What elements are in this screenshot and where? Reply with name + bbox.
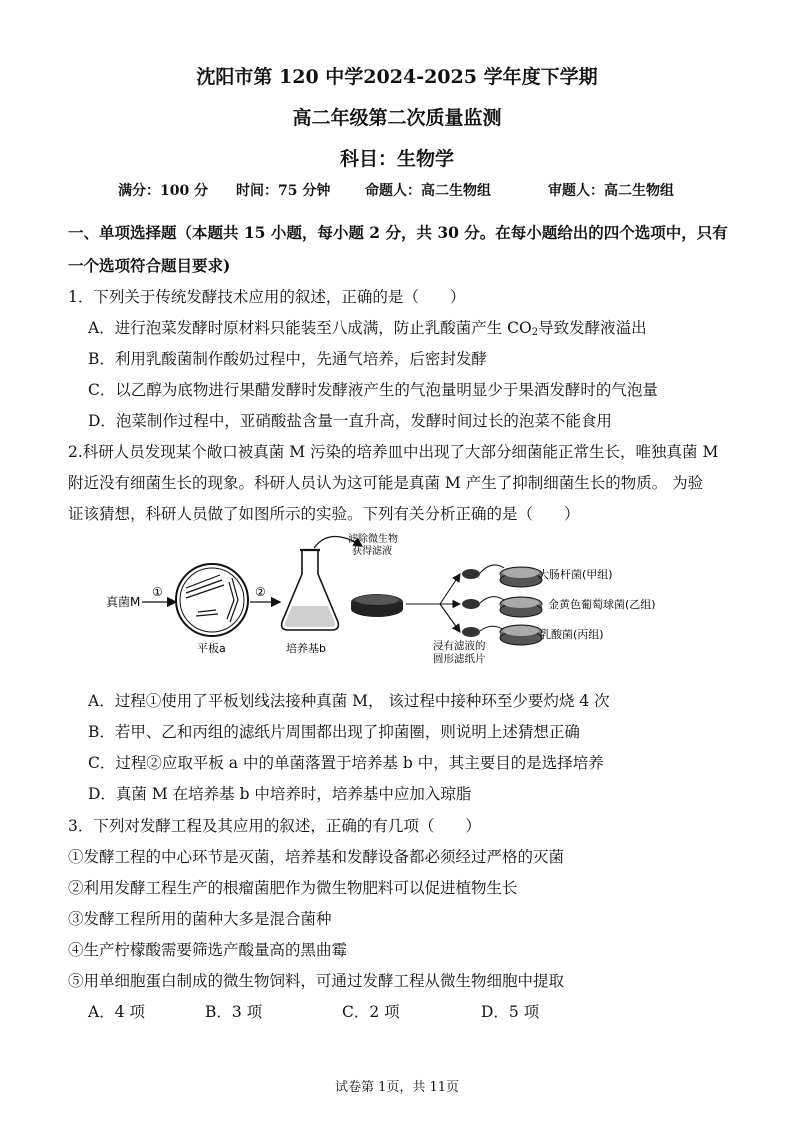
q3-statement-3: ③发酵工程所用的菌种大多是混合菌种	[68, 910, 332, 928]
exam-subtitle: 高二年级第二次质量监测	[292, 107, 502, 129]
q2-stem-line1: 2.科研人员发现某个敞口被真菌 M 污染的培养皿中出现了大部分细菌能正常生长，唯独真菌 M	[68, 443, 719, 461]
plate-a-label: 平板a	[197, 642, 226, 655]
medium-b-label: 培养基b	[286, 642, 326, 655]
dish-group-bing	[500, 625, 542, 645]
group-jia-label: 大肠杆菌(甲组)	[538, 568, 613, 581]
q2-option-a: A．过程①使用了平板划线法接种真菌 M， 该过程中接种环至少要灼烧 4 次	[88, 692, 610, 710]
reviewer: 审题人：高二生物组	[548, 183, 674, 199]
filter-paper-disc-1	[462, 569, 480, 579]
q2-option-c: C．过程②应取平板 a 中的单菌落置于培养基 b 中，其主要目的是选择培养	[88, 754, 604, 772]
question-setter: 命题人：高二生物组	[365, 183, 491, 199]
filter-label-line2: 获得滤液	[352, 546, 392, 557]
q2-option-b: B．若甲、乙和丙组的滤纸片周围都出现了抑菌圈，则说明上述猜想正确	[88, 723, 580, 741]
group-yi-label: 金黄色葡萄球菌(乙组)	[548, 598, 656, 611]
step1-marker: ①	[152, 585, 163, 599]
filtrate-dish	[351, 594, 403, 617]
branch-arrow-3	[440, 604, 460, 632]
q3-option-b: B．3 项	[205, 1003, 263, 1021]
section-heading-cont: 一个选项符合题目要求)	[68, 256, 231, 275]
dish-group-yi	[500, 597, 542, 617]
q3-option-d: D．5 项	[481, 1003, 540, 1021]
q2-stem-line2: 附近没有细菌生长的现象。科研人员认为这可能是真菌 M 产生了抑制细菌生长的物质。 为验	[68, 474, 704, 492]
q3-statement-4: ④生产柠檬酸需要筛选产酸量高的黑曲霉	[68, 941, 348, 959]
dish-group-jia	[500, 567, 542, 587]
fungus-m-label: 真菌M	[106, 595, 141, 609]
page-footer: 试卷第 1页，共 11页	[334, 1080, 460, 1095]
filter-label-line1: 滤除微生物	[348, 534, 398, 545]
full-score: 满分：100 分	[118, 183, 209, 199]
filter-paper-disc-2	[462, 599, 480, 609]
q3-option-c: C．2 项	[342, 1003, 400, 1021]
flask-b	[282, 550, 339, 630]
branch-arrow-1	[440, 574, 460, 604]
subject-title: 科目：生物学	[339, 148, 454, 170]
filter-paper-disc-3	[462, 627, 480, 637]
experiment-figure	[100, 530, 690, 672]
q1-stem: 1．下列关于传统发酵技术应用的叙述，正确的是（ ）	[68, 288, 466, 306]
q1-option-b: B．利用乳酸菌制作酸奶过程中，先通气培养，后密封发酵	[88, 350, 487, 368]
q3-statement-1: ①发酵工程的中心环节是灭菌，培养基和发酵设备都必须经过严格的灭菌	[68, 848, 565, 866]
filter-paper-label-line1: 浸有滤液的	[433, 640, 486, 652]
exam-title: 沈阳市第 120 中学2024-2025 学年度下学期	[196, 66, 598, 88]
exam-time: 时间：75 分钟	[236, 183, 331, 199]
plate-a	[176, 564, 248, 636]
q3-stem: 3．下列对发酵工程及其应用的叙述，正确的有几项（ ）	[68, 817, 481, 835]
q2-option-d: D．真菌 M 在培养基 b 中培养时，培养基中应加入琼脂	[88, 785, 472, 803]
group-bing-label: 乳酸菌(丙组)	[540, 628, 604, 641]
q2-stem-line3: 证该猜想，科研人员做了如图所示的实验。下列有关分析正确的是（ ）	[68, 505, 580, 523]
q3-statement-2: ②利用发酵工程生产的根瘤菌肥作为微生物肥料可以促进植物生长	[68, 879, 518, 897]
q1-option-c: C．以乙醇为底物进行果醋发酵时发酵液产生的气泡量明显少于果酒发酵时的气泡量	[88, 381, 658, 399]
section-heading: 一、单项选择题（本题共 15 小题，每小题 2 分，共 30 分。在每小题给出的四个选项中，只有	[68, 223, 728, 242]
q3-statement-5: ⑤用单细胞蛋白制成的微生物饲料，可通过发酵工程从微生物细胞中提取	[68, 972, 565, 990]
step2-marker: ②	[255, 585, 266, 599]
q1-option-a: A．进行泡菜发酵时原材料只能装至八成满，防止乳酸菌产生 $CO_2$导致发酵液溢出	[88, 319, 647, 338]
q1-option-d: D．泡菜制作过程中，亚硝酸盐含量一直升高，发酵时间过长的泡菜不能食用	[88, 412, 612, 430]
q3-option-a: A．4 项	[88, 1003, 145, 1021]
filter-paper-label-line2: 圆形滤纸片	[433, 653, 486, 665]
